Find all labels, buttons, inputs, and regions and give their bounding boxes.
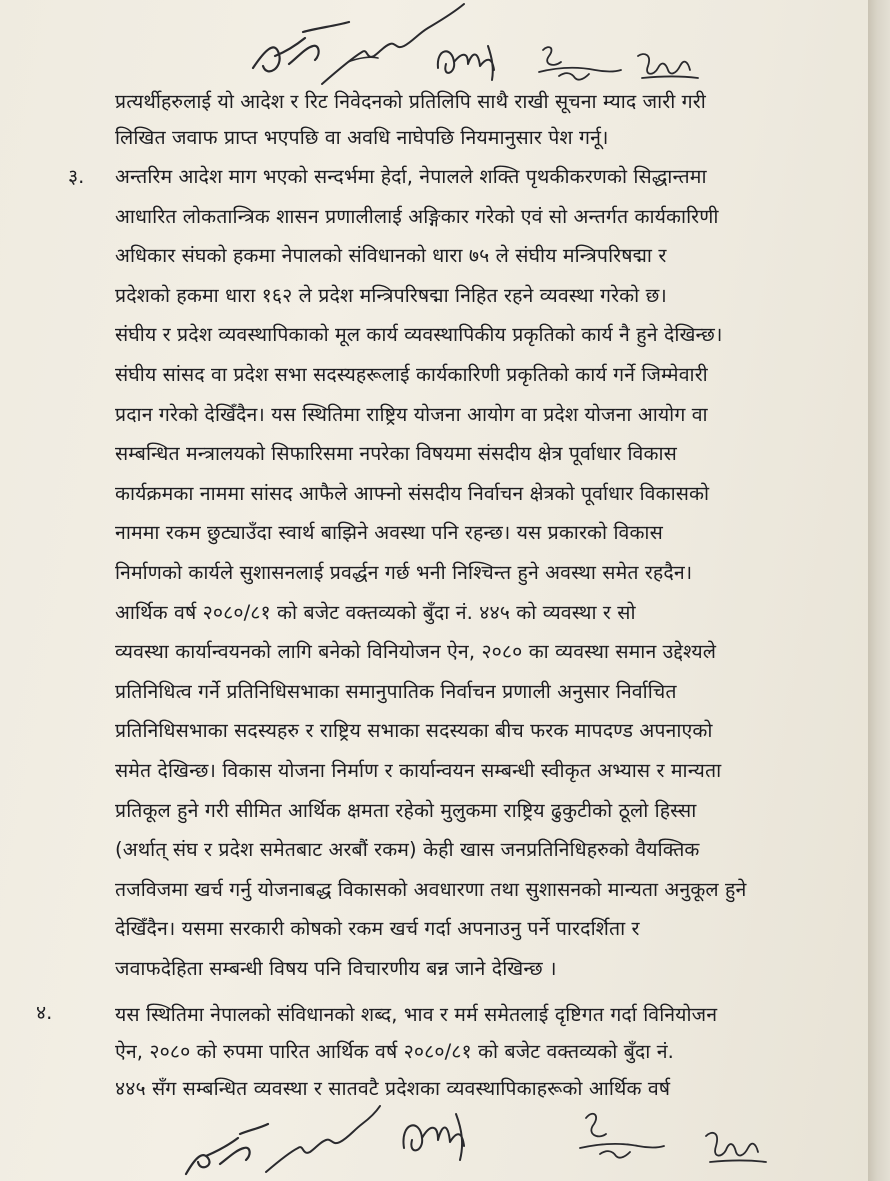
paragraph-line: प्रतिनिधित्व गर्ने प्रतिनिधिसभाका समानुपातिक निर्वाचन प्रणाली अनुसार निर्वाचित — [115, 679, 677, 703]
paragraph-line: व्यवस्था कार्यान्वयनको लागि बनेको विनियोजन ऐन, २०८० का व्यवस्था समान उद्देश्यले — [115, 640, 717, 664]
page-edge-shadow — [868, 0, 890, 1181]
signature-top-2 — [318, 0, 468, 90]
paragraph-number-3: ३. — [68, 165, 85, 188]
paragraph-line: सम्बन्धित मन्त्रालयको सिफारिसमा नपरेका विषयमा संसदीय क्षेत्र पूर्वाधार विकास — [115, 442, 677, 466]
signature-top-5 — [632, 46, 702, 86]
paragraph-line: आधारित लोकतान्त्रिक शासन प्रणालीलाई अङ्गिकार गरेको एवं सो अन्तर्गत कार्यकारिणी — [115, 204, 719, 228]
paragraph-line: अन्तरिम आदेश माग भएको सन्दर्भमा हेर्दा, नेपालले शक्ति पृथकीकरणको सिद्धान्तमा — [115, 165, 707, 188]
signature-bottom-2 — [262, 1098, 382, 1178]
paragraph-line: तजविजमा खर्च गर्नु योजनाबद्ध विकासको अवधारणा तथा सुशासनको मान्यता अनुकूल हुने — [115, 877, 747, 901]
intro-line: प्रत्यर्थीहरुलाई यो आदेश र रिट निवेदनको प्रतिलिपि साथै राखी सूचना म्याद जारी गरी — [115, 90, 706, 113]
signature-bottom-1 — [180, 1120, 270, 1180]
paragraph-line: नाममा रकम छुट्याउँदा स्वार्थ बाझिने अवस्था पनि रहन्छ। यस प्रकारको विकास — [115, 521, 663, 545]
paragraph-line: ऐन, २०८० को रुपमा पारित आर्थिक वर्ष २०८०/८१ को बजेट वक्तव्यको बुँदा नं. — [115, 1040, 674, 1063]
paragraph-line: संघीय सांसद वा प्रदेश सभा सदस्यहरूलाई कार्यकारिणी प्रकृतिको कार्य गर्ने जिम्मेवारी — [115, 362, 708, 386]
paragraph-line: प्रतिनिधिसभाका सदस्यहरु र राष्ट्रिय सभाका सदस्यका बीच फरक मापदण्ड अपनाएको — [115, 719, 713, 743]
paragraph-line: जवाफदेहिता सम्बन्धी विषय पनि विचारणीय बन्न जाने देखिन्छ । — [115, 956, 557, 980]
paragraph-line: निर्माणको कार्यले सुशासनलाई प्रवर्द्धन गर्छ भनी निश्चिन्त हुने अवस्था समेत रहदैन। — [115, 560, 693, 584]
paragraph-line: समेत देखिन्छ। विकास योजना निर्माण र कार्यान्वयन सम्बन्धी स्वीकृत अभ्यास र मान्यता — [115, 758, 722, 782]
paragraph-line: कार्यक्रमका नाममा सांसद आफैले आफ्नो संसदीय निर्वाचन क्षेत्रको पूर्वाधार विकासको — [115, 481, 710, 505]
paragraph-line: आर्थिक वर्ष २०८०/८१ को बजेट वक्तव्यको बुँदा नं. ४४५ को व्यवस्था र सो — [115, 600, 636, 624]
paragraph-line: प्रदेशको हकमा धारा १६२ ले प्रदेश मन्त्रिपरिषद्मा निहित रहने व्यवस्था गरेको छ। — [115, 283, 667, 307]
paragraph-line: प्रदान गरेको देखिँदैन। यस स्थितिमा राष्ट्रिय योजना आयोग वा प्रदेश योजना आयोग वा — [115, 402, 708, 426]
paragraph-3 — [115, 157, 860, 988]
paragraph-line: (अर्थात् संघ र प्रदेश समेतबाट अरबौं रकम) केही खास जनप्रतिनिधिहरुको वैयक्तिक — [115, 838, 700, 862]
paragraph-4 — [115, 996, 860, 1107]
paragraph-line: देखिँदैन। यसमा सरकारी कोषको रकम खर्च गर्दा अपनाउनु पर्ने पारदर्शिता र — [115, 917, 640, 941]
intro-text — [115, 84, 860, 156]
paragraph-line: ४४५ सँग सम्बन्धित व्यवस्था र सातवटै प्रदेशका व्यवस्थापिकाहरूको आर्थिक वर्ष — [115, 1077, 671, 1100]
intro-line: लिखित जवाफ प्राप्त भएपछि वा अवधि नाघेपछि नियमानुसार पेश गर्नू। — [115, 126, 609, 149]
paragraph-line: संघीय र प्रदेश व्यवस्थापिकाको मूल कार्य व्यवस्थापिकीय प्रकृतिको कार्य नै हुने देखिन्छ। — [115, 323, 723, 347]
signature-top-4 — [535, 42, 625, 88]
paragraph-line: यस स्थितिमा नेपालको संविधानको शब्द, भाव र मर्म समेतलाई दृष्टिगत गर्दा विनियोजन — [115, 1003, 718, 1026]
signature-top-1 — [245, 20, 355, 90]
signature-bottom-5 — [700, 1124, 770, 1170]
paragraph-line: अधिकार संघको हकमा नेपालको संविधानको धारा ७५ ले संघीय मन्त्रिपरिषद्मा र — [115, 244, 667, 268]
signature-bottom-3 — [398, 1108, 478, 1164]
signature-bottom-4 — [576, 1108, 666, 1168]
paragraph-number-4: ४. — [36, 1001, 53, 1024]
signature-top-3 — [432, 38, 512, 88]
paragraph-line: प्रतिकूल हुने गरी सीमित आर्थिक क्षमता रहेको मुलुकमा राष्ट्रिय ढुकुटीको ठूलो हिस्सा — [115, 798, 697, 822]
